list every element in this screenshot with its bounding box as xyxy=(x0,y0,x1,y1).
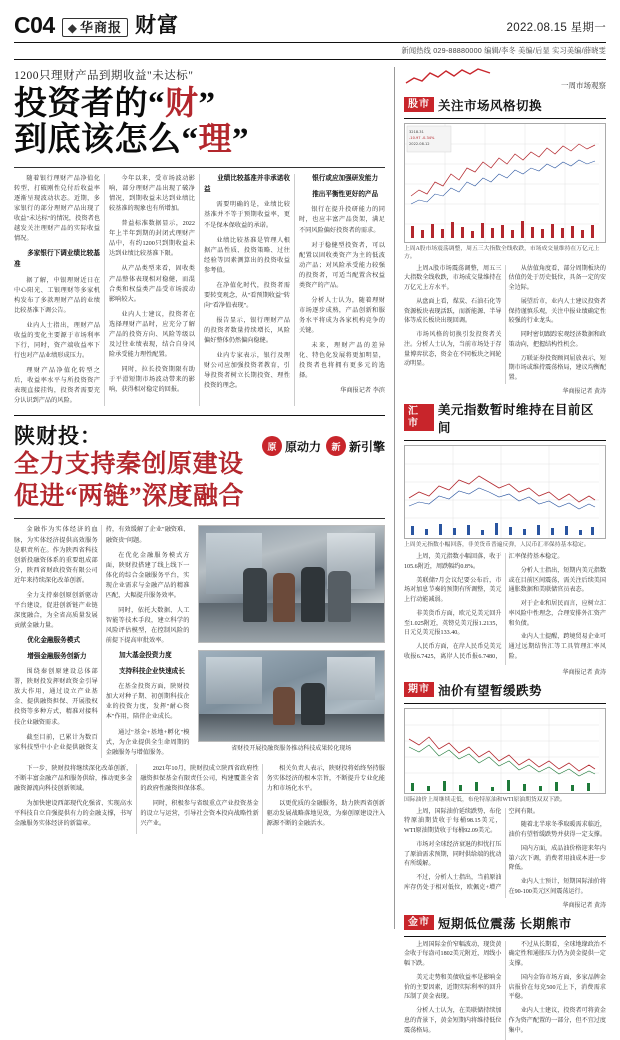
section-title-text: 美元指数暂时维持在目前区间 xyxy=(437,402,594,435)
svg-text:3218.31: 3218.31 xyxy=(409,129,424,134)
section-tag: 股市 xyxy=(404,97,434,112)
section-tag: 金市 xyxy=(404,915,434,930)
secondary-paragraph: 同时，依托大数据、人工智能等技术手段，建立科学的风险评估模型，在控制风险的前提下提高审批效率。 xyxy=(105,606,190,644)
lead-subhead: 推出平衡性更好的产品 xyxy=(312,190,379,198)
fx-chart-caption: 上周美元指数小幅回落，非美货币普遍反弹，人民币汇率保持基本稳定。 xyxy=(404,541,590,548)
issue-date: 2022.08.15 星期一 xyxy=(506,22,606,34)
gold-paragraph: 国内金饰市场方面，多家品牌金店报价在每克500元上下，消费需求平稳。 xyxy=(508,974,606,1001)
lead-paragraph: 随着银行理财产品净值化转型，打破刚性兑付后收益率逐渐呈现波动状态。近期，多家银行的部分理财产品出现了收益"未达标"的情况，投资者也越发关注理财产品的实际收益情况。 xyxy=(14,175,100,243)
section-rule xyxy=(404,118,606,119)
fx-paragraph: 美联储7月会议纪要公布后，市场对加息节奏的预期有所调整，美元上行动能减弱。 xyxy=(404,577,502,604)
secondary-subhead: 加大基金投资力度 xyxy=(118,651,172,659)
secondary-headline-line-2: 促进“两链”深度融合 xyxy=(14,482,245,510)
photo-person xyxy=(328,571,350,622)
lead-paragraph: 需要明确的是，业绩比较基准并不等于预期收益率，更不是保本保收益的承诺。 xyxy=(204,201,290,229)
gold-paragraph: 分析人士认为，在美联储持续加息的背景下，黄金短期内将维持低位震荡格局。 xyxy=(404,1008,502,1034)
lead-headline-l1-b: ” xyxy=(198,85,216,122)
photo-person xyxy=(301,567,325,622)
section-tag: 汇市 xyxy=(404,404,434,431)
section-gold-market xyxy=(404,914,606,1040)
stock-paragraph: 市场风格的切换引发投资者关注。分析人士认为，当前市场处于存量博弈状态，资金在不同板块之间轮动明显。 xyxy=(404,332,502,368)
page-number: C04 xyxy=(14,12,55,38)
lead-paragraph: 理财产品净值化转型之后，收益率水平与所投资资产表现直接挂钩，投资者需要充分认识到产品的风险。 xyxy=(14,367,100,405)
right-column xyxy=(394,67,606,1034)
fx-paragraph: 业内人士提醒，跨境贸易企业可通过远期结售汇等工具管理汇率风险。 xyxy=(508,634,606,660)
secondary-paragraph: 以更优质的金融服务，助力陕西省创新驱动发展战略落地见效，为秦创原建设注入源源不断的金融活水。 xyxy=(266,799,385,827)
section-tag: 期市 xyxy=(404,682,434,697)
fx-byline: 华商报记者 黄涛 xyxy=(562,669,606,676)
secondary-headline-row xyxy=(14,424,385,511)
section-rule xyxy=(404,703,606,704)
section-header xyxy=(404,681,606,699)
stock-paragraph: 展望后市，业内人士建议投资者保持谨慎乐观，关注中报业绩确定性较强的行业龙头。 xyxy=(508,298,606,325)
left-column xyxy=(14,67,394,929)
secondary-paragraph: 相关负责人表示，陕财投将始终坚持服务实体经济的根本宗旨，不断提升专业化能力和市场化水平。 xyxy=(266,764,385,792)
oil-paragraph: 上周，国际油价延续跌势，布伦特原油期货收于每桶98.15美元，WTI原油期货收于每桶92.09美元。 xyxy=(404,808,502,835)
week-trend-icon xyxy=(404,67,494,89)
page-content xyxy=(14,67,606,1034)
lead-rule xyxy=(14,167,385,168)
lead-headline-l2-a: 到底该怎么“ xyxy=(14,121,199,158)
section-header xyxy=(404,914,606,932)
lead-paragraph: 业内人士指出，理财产品收益的变化主要源于市场利率下行，同时，资产端收益率下行也对产品业绩形成压力。 xyxy=(14,321,100,360)
story-photo-2 xyxy=(198,650,385,742)
secondary-headline-line-1: 全力支持秦创原建设 xyxy=(14,451,244,479)
fx-paragraph: 上周，美元指数小幅回落，收于105.6附近，周跌幅约0.8%。 xyxy=(404,554,502,570)
masthead-rule-2 xyxy=(14,59,606,60)
lead-paragraph: 对于稳健型投资者，可以配置以固收类资产为主的低波动产品；对风险承受能力较强的投资者，可适当配置含权益类资产的产品。 xyxy=(299,241,385,289)
secondary-paragraph: 2021年10月，陕财投成立陕西省政府性融资担保基金有限责任公司，构建覆盖全省的政府性融资担保体系。 xyxy=(140,764,259,792)
secondary-rule xyxy=(14,518,385,519)
section-rule xyxy=(404,440,606,441)
lead-headline-l1-a: 投资者的“ xyxy=(14,85,165,122)
fx-paragraph: 人民币方面，在岸人民币兑美元收报6.7425，离岸人民币报6.7480，汇率保持基本稳定。 xyxy=(404,554,564,660)
secondary-body xyxy=(14,525,385,757)
section-stock-market xyxy=(404,96,606,395)
oil-paragraph: 国内方面，成品油价格迎来年内第六次下调，消费者用油成本进一步降低。 xyxy=(508,845,606,872)
stock-paragraph: 同时密切跟踪宏观经济数据和政策动向，把握结构性机会。 xyxy=(508,332,606,348)
stock-chart-caption: 上周A股市场震荡调整，周五三大指数全线收跌，市场成交量维持在万亿元上方。 xyxy=(404,245,600,260)
fx-paragraph: 非美货币方面，欧元兑美元回升至1.025附近，英镑兑美元报1.2135，日元兑美元报133.40。 xyxy=(404,610,502,637)
gold-paragraph: 业内人士建议，投资者可将黄金作为资产配置的一部分，但不宜过度集中。 xyxy=(508,1008,606,1034)
secondary-paragraph: 截至目前，已累计为数百家科技型中小企业提供融资支持，有效缓解了企业"融资难、融资贵"问题。 xyxy=(14,526,190,751)
lead-headline-line-2 xyxy=(14,122,385,158)
fx-body xyxy=(404,553,606,665)
badge-engine xyxy=(326,436,385,456)
gold-body xyxy=(404,941,606,1040)
lead-story xyxy=(14,67,385,407)
photo-person xyxy=(273,687,295,725)
section-title: 财富 xyxy=(134,13,179,37)
week-observation-label: 一周市场观察 xyxy=(561,80,606,90)
lead-paragraph: 据了解，中银理财近日在中心阳光、工银理财等多家机构发布了多款理财产品的业绩比较基准下调公告。 xyxy=(14,276,100,314)
fx-paragraph: 对于企业和居民而言，应树立汇率风险中性理念，合理安排外汇资产和负债。 xyxy=(508,601,606,627)
lead-paragraph: 业内专家表示，银行及理财公司应加强投资者教育，引导投资者树立长期投资、理性投资的理念。 xyxy=(204,352,290,390)
section-header xyxy=(404,96,606,114)
lead-headline xyxy=(14,86,385,159)
story-photo-caption: 省财投开展投融资服务推动科技成果转化现场 xyxy=(231,746,352,753)
story-photo-1 xyxy=(198,525,385,643)
secondary-paragraph: 金融作为实体经济的血脉，为实体经济提供高效服务是职责所在。作为陕西省科技创新投融资体系的重要组成部分，陕西省财政投资有限公司近年来持续深化改革创新。 xyxy=(14,526,98,584)
gold-paragraph: 不过从长期看，全球地缘政治不确定性和通胀压力仍为黄金提供一定支撑。 xyxy=(508,941,606,968)
week-observation-header xyxy=(404,67,606,91)
secondary-paragraph: 在优化金融服务模式方面，陕财投搭建了线上线下一体化的综合金融服务平台，实现企业需求与金融产品的精准匹配，大幅提升服务效率。 xyxy=(105,551,190,599)
secondary-paragraph: 在基金投资方面，陕财投加大对种子期、初创期科技企业的投资力度，发挥"耐心资本"作用，陪伴企业成长。 xyxy=(105,683,190,721)
lead-byline: 华商报记者 李滨 xyxy=(340,387,385,395)
gold-paragraph: 美元走势和美债收益率是影响金价的主要因素，近期实际利率的回升压制了黄金表现。 xyxy=(404,974,502,1001)
lead-kicker: 1200只理财产品到期收益"未达标" xyxy=(14,69,194,82)
lead-paragraph: 普益标准数据显示，2022年上半年到期的封闭式理财产品中，有约1200只到期收益未达到业绩比较基准下限。 xyxy=(109,220,195,258)
secondary-text-column xyxy=(14,525,190,757)
section-rule xyxy=(404,936,606,937)
secondary-paragraph: 同时，积极参与省级重点产业投资基金的设立与运营，引导社会资本投向战略性新兴产业。 xyxy=(140,799,259,827)
masthead-credits: 新闻热线 029-88880000 编辑/李冬 美编/后显 实习美编/薛晓雯 xyxy=(401,45,606,55)
stock-chart xyxy=(404,123,606,243)
secondary-subhead: 增强金融服务创新力 xyxy=(27,652,87,660)
lead-subhead: 银行或应加强研发能力 xyxy=(312,175,379,183)
stock-paragraph: 从盘面上看，煤炭、石油石化等资源板块表现活跃，而新能源、半导体等成长板块出现回调。 xyxy=(404,298,502,325)
stock-byline: 华商报记者 黄涛 xyxy=(562,388,606,395)
newspaper-logo xyxy=(62,18,128,37)
secondary-figures xyxy=(198,525,385,757)
secondary-paragraph: 下一步，陕财投将继续深化改革创新，不断丰富金融产品和服务供给，推动更多金融资源流向科技创新领域。 xyxy=(14,764,133,792)
lead-subhead: 业绩比较基准并非承诺收益 xyxy=(204,175,290,193)
photo-window-left xyxy=(206,657,262,704)
lead-headline-l2-hl: 理 xyxy=(198,121,232,158)
lead-paragraph: 业绩比较基准是管理人根据产品性质、投资策略、过往经验等因素测算出的投资收益参考值。 xyxy=(204,236,290,274)
secondary-headline-block xyxy=(14,424,244,511)
badge-engine-label: 新引擎 xyxy=(348,439,385,454)
photo-person xyxy=(273,573,295,622)
lead-headline-l1-hl: 财 xyxy=(165,85,199,122)
gold-paragraph: 上周国际金价窄幅波动，现货黄金收于每盎司1802美元附近，周线小幅下跌。 xyxy=(404,941,502,968)
stock-paragraph: 从估值角度看，部分周期板块的估值仍处于历史低位，具备一定的安全边际。 xyxy=(508,265,606,292)
oil-paragraph: 市场对全球经济衰退的担忧打压了原油需求预期，同时供给端的扰动有所缓解。 xyxy=(404,841,502,868)
photo-person xyxy=(243,568,267,621)
badge-engine-icon: 新 xyxy=(326,436,346,456)
lead-paragraph: 银行在提升投研能力的同时，也应丰富产品货架，满足不同风险偏好投资者的需求。 xyxy=(299,206,385,234)
secondary-paragraph: 全力支持秦创原创新驱动平台建设，促进创新链产业链深度融合，为全省高质量发展贡献金融力量。 xyxy=(14,591,98,629)
lead-paragraph: 报告显示，银行理财产品的投资者数量持续增长，风险偏好整体仍然偏向稳健。 xyxy=(204,316,290,344)
logo-text: 华商报 xyxy=(79,20,122,35)
lead-headline-l2-b: ” xyxy=(232,121,249,158)
secondary-paragraph: 为加快建设西部现代化强省、实现高水平科技自立自强提供有力的金融支撑，书写金融服务实体经济的新篇章。 xyxy=(14,799,133,827)
svg-text:-10.97 -0.34%: -10.97 -0.34% xyxy=(409,135,435,140)
lead-subhead: 多家银行下调业绩比较基准 xyxy=(14,250,100,269)
stock-paragraph: 上周A股市场震荡调整，周五三大指数全线收跌，市场成交量维持在万亿元上方水平。 xyxy=(404,265,502,292)
lead-paragraph: 同时，拉长投资期限有助于平滑短期市场波动带来的影响，获得相对稳定的回报。 xyxy=(109,365,195,393)
masthead-left xyxy=(14,14,179,37)
section-title-text: 关注市场风格切换 xyxy=(438,98,543,113)
badge-origin xyxy=(262,436,321,456)
section-title-text: 短期低位震荡 长期熊市 xyxy=(438,916,572,931)
oil-paragraph: 业内人士预计，短期国际油价将在90-100美元区间震荡运行。 xyxy=(508,879,606,895)
oil-paragraph: 随着北半球冬季取暖需求临近，油价有望暂缓跌势并获得一定支撑。 xyxy=(508,822,606,839)
lead-paragraph: 分析人士认为，随着理财市场逐步成熟，产品创新和服务水平将成为各家机构竞争的关键。 xyxy=(299,296,385,334)
svg-text:2022.08.12: 2022.08.12 xyxy=(409,141,430,146)
lead-paragraph: 从产品类型来看，固收类产品整体表现相对稳健，而混合类和权益类产品受市场波动影响较大。 xyxy=(109,265,195,303)
lead-paragraph: 业内人士建议，投资者在选择理财产品时，应充分了解产品的投资方向、风险等级以及过往业绩表现，结合自身风险承受能力理性配置。 xyxy=(109,310,195,358)
secondary-paragraph: 围绕秦创原建设总体部署，陕财投发挥财政资金引导放大作用，通过设立产业基金、提供融资担保、开展股权投资等多种方式，精准对接科技企业融资需求。 xyxy=(14,668,98,726)
badge-origin-label: 原动力 xyxy=(284,439,321,454)
masthead xyxy=(14,0,606,37)
stock-body xyxy=(404,265,606,384)
oil-byline: 华商报记者 黄涛 xyxy=(562,902,606,909)
secondary-paragraph: 通过"基金+基地+孵化"模式，为企业提供全生命周期的金融服务与增值服务。 xyxy=(105,728,190,756)
lead-paragraph: 今年以来，受市场波动影响，部分理财产品出现了破净情况，到期收益未达到业绩比较基准的现象也有所增加。 xyxy=(109,175,195,213)
secondary-subhead: 支持科技企业快速成长 xyxy=(118,667,185,675)
oil-paragraph: 不过，分析人士指出，当前原油库存仍处于相对低位，欧佩克+增产空间有限。 xyxy=(404,808,539,891)
lead-body xyxy=(14,174,385,406)
photo-window-right xyxy=(327,657,375,700)
photo-person xyxy=(301,683,325,725)
section-header xyxy=(404,400,606,436)
logo-glyph-icon: ◆ xyxy=(67,20,77,35)
oil-chart xyxy=(404,708,606,794)
secondary-tail-columns xyxy=(14,764,385,834)
badge-origin-icon: 原 xyxy=(262,436,282,456)
secondary-story xyxy=(14,415,385,834)
secondary-subhead: 优化金融服务模式 xyxy=(27,636,80,644)
fx-paragraph: 分析人士指出，短期内美元指数或在目前区间震荡，需关注后续美国通胀数据和美联储官员表态。 xyxy=(508,567,606,594)
lead-paragraph: 未来，理财产品的差异化、特色化发展将更加明显，投资者也将拥有更多元的选择。 xyxy=(299,342,385,380)
oil-chart-caption: 国际油价上周继续走低，布伦特原油和WTI原油期货双双下跌。 xyxy=(404,796,566,803)
oil-body xyxy=(404,808,606,898)
story-badges xyxy=(262,436,385,456)
fx-chart xyxy=(404,445,606,539)
secondary-title: 陕财投： xyxy=(14,424,102,449)
lead-paragraph: 在净值化时代，投资者需要转变观念，从"看预期收益"转向"看净值表现"。 xyxy=(204,281,290,309)
stock-paragraph: 万联证券投资顾问屈放表示，短期市场或维持震荡格局，建议均衡配置。 xyxy=(508,355,606,382)
section-title-text: 油价有望暂缓跌势 xyxy=(438,683,543,698)
section-fx-market xyxy=(404,400,606,676)
lead-headline-line-1 xyxy=(14,86,385,122)
section-futures-market xyxy=(404,681,606,909)
